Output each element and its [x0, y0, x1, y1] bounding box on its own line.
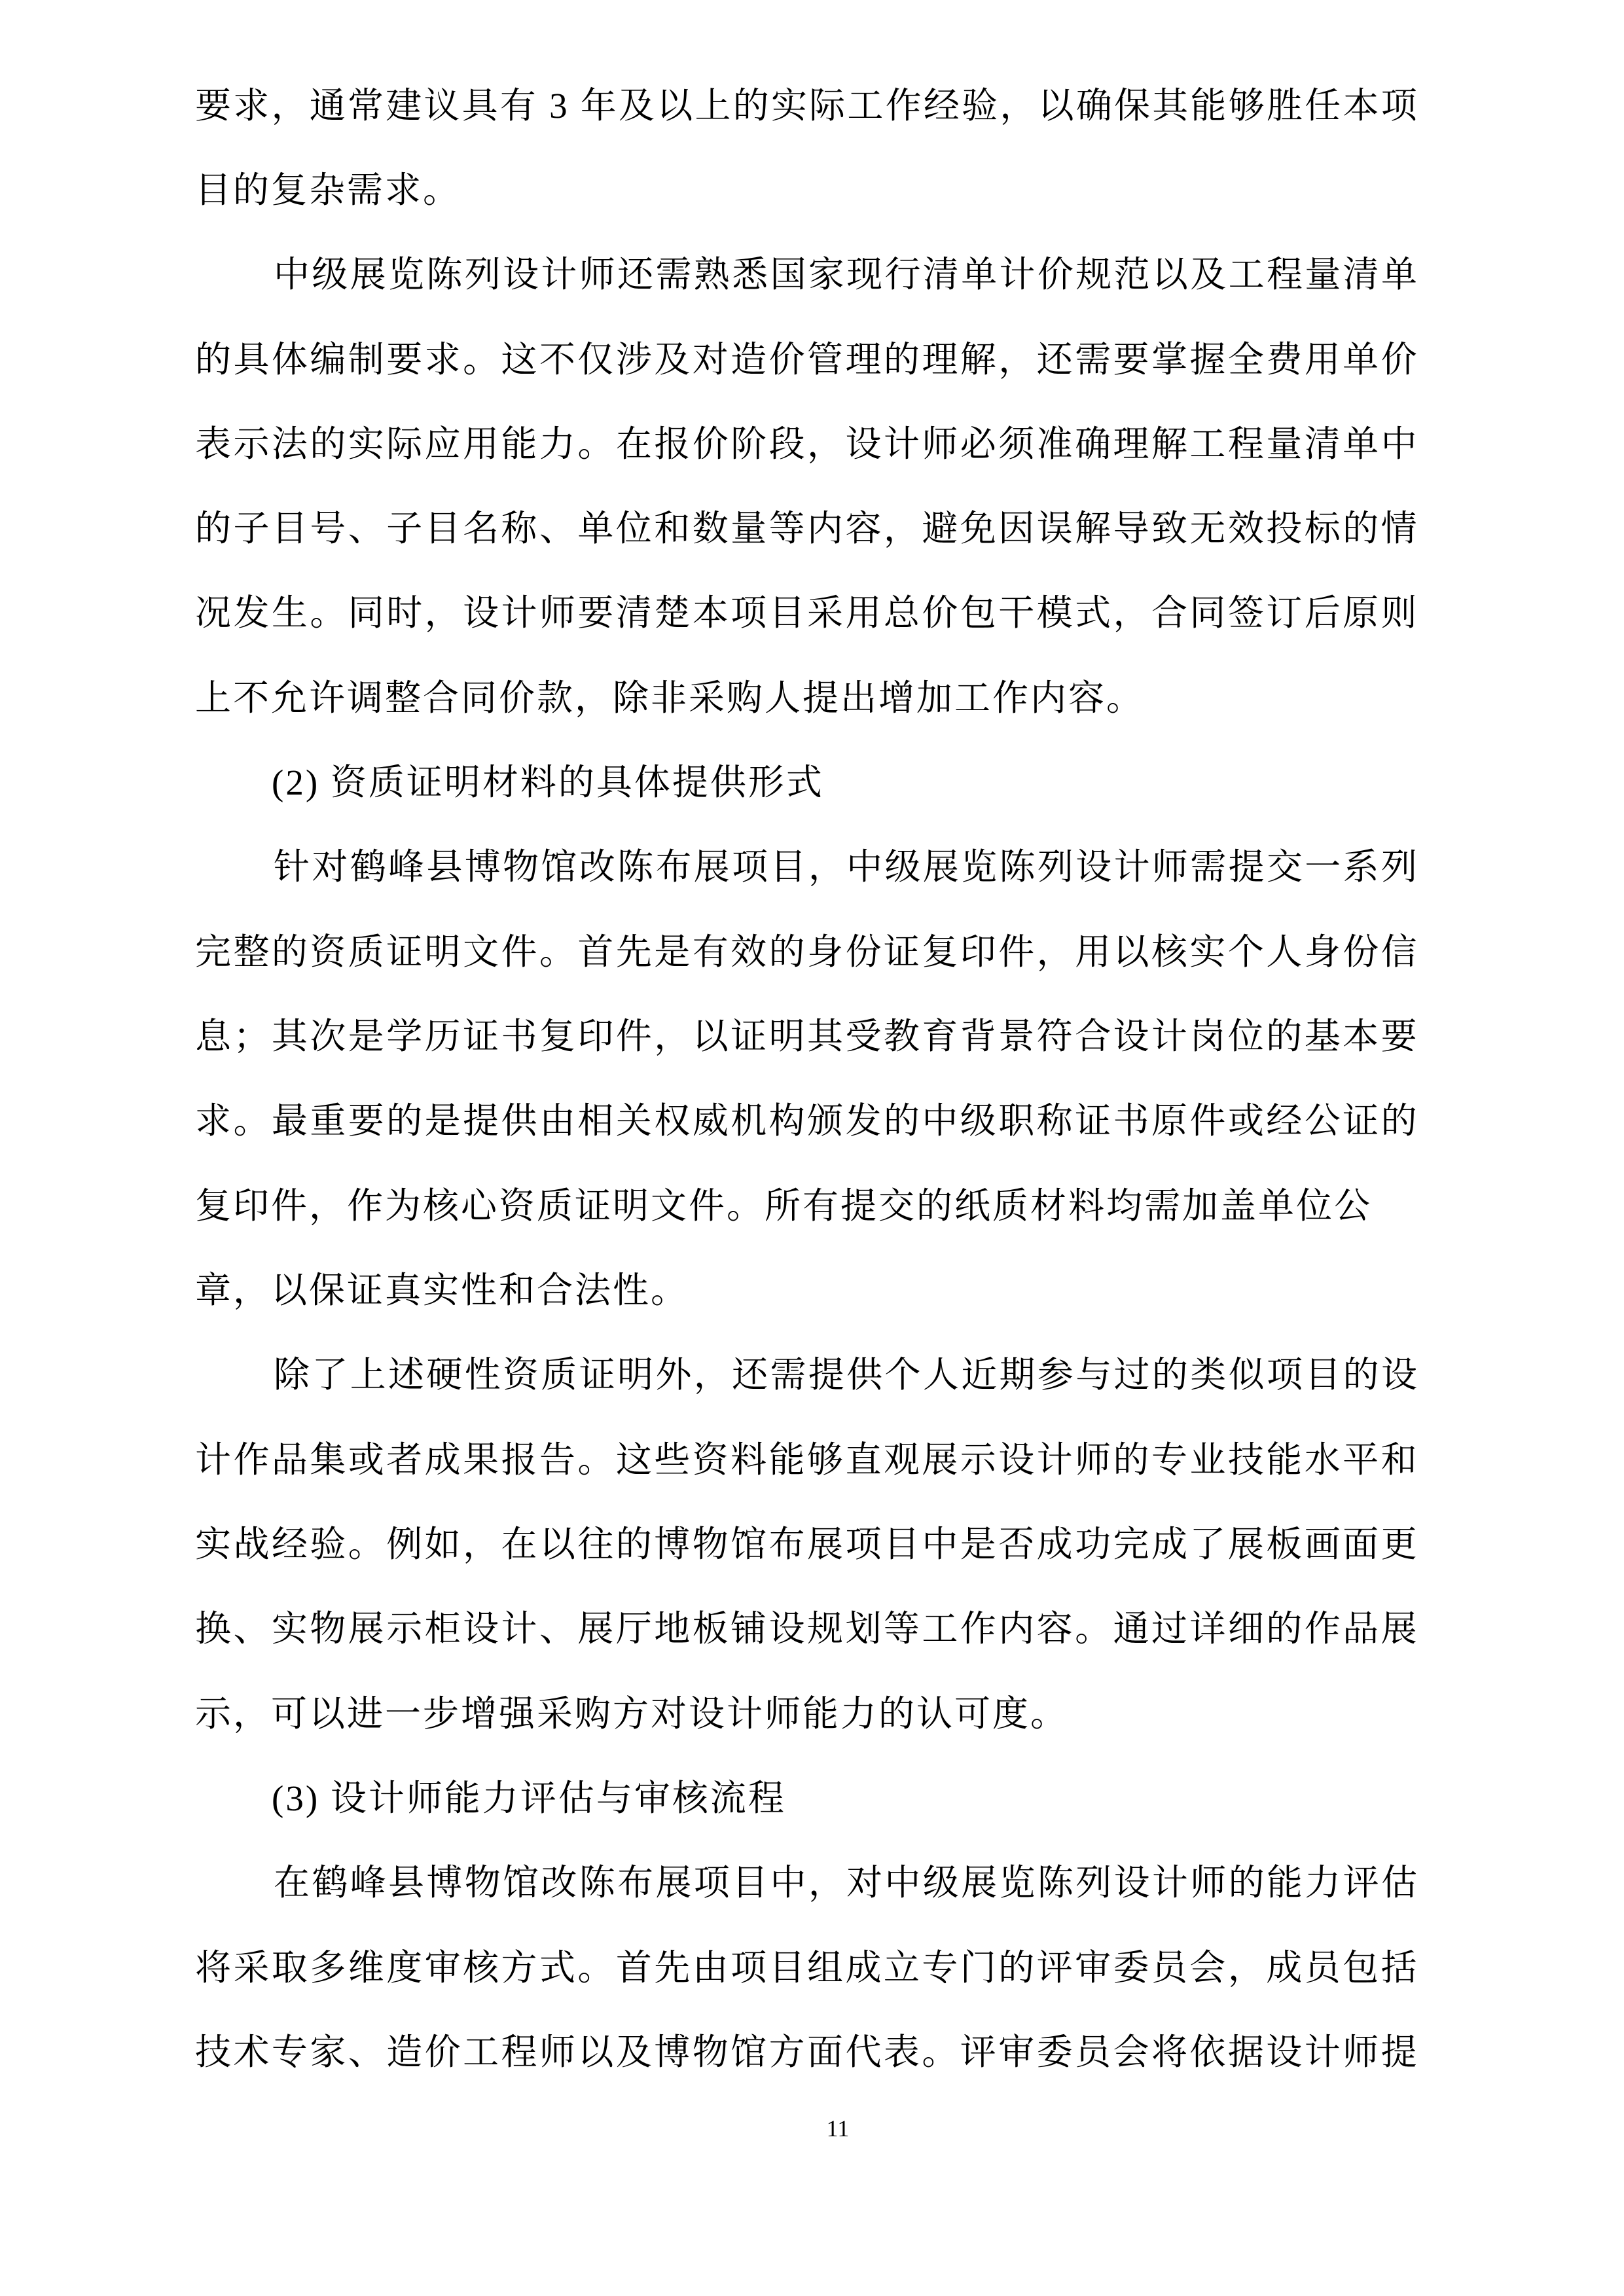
- body-text-line: 的 具 体 编 制 要 求 。 这 不 仅 涉 及 对 造 价 管 理 的 理 解 ， 还 需 要 掌 握 全 费 用 单 价: [195, 340, 1417, 380]
- body-text-line: 的 子 目 号 、 子 目 名 称 、 单 位 和 数 量 等 内 容 ， 避 免 因 误 解 导 致 无 效 投 标 的 情: [195, 509, 1417, 548]
- paragraph-first-line: 除 了 上 述 硬 性 资 质 证 明 外 ， 还 需 提 供 个 人 近 期 参 与 过 的 类 似 项 目 的 设: [274, 1355, 1417, 1395]
- body-text-line: 将 采 取 多 维 度 审 核 方 式 。 首 先 由 项 目 组 成 立 专 门 的 评 审 委 员 会 ， 成 员 包 括: [195, 1948, 1417, 1988]
- body-text-line: 计 作 品 集 或 者 成 果 报 告 。 这 些 资 料 能 够 直 观 展 示 设 计 师 的 专 业 技 能 水 平 和: [195, 1440, 1417, 1480]
- body-text-line: 示，可以进一步增强采购方对设计师能力的认可度。: [195, 1694, 1069, 1734]
- body-text-line: 求 。 最 重 要 的 是 提 供 由 相 关 权 威 机 构 颁 发 的 中 级 职 称 证 书 原 件 或 经 公 证 的: [195, 1101, 1417, 1141]
- body-text-line: 表 示 法 的 实 际 应 用 能 力 。 在 报 价 阶 段 ， 设 计 师 必 须 准 确 理 解 工 程 量 清 单 中: [195, 424, 1417, 464]
- paragraph-first-line: 中 级 展 览 陈 列 设 计 师 还 需 熟 悉 国 家 现 行 清 单 计 价 规 范 以 及 工 程 量 清 单: [274, 255, 1417, 295]
- body-text-line: 况 发 生 。 同 时 ， 设 计 师 要 清 楚 本 项 目 采 用 总 价 包 干 模 式 ， 合 同 签 订 后 原 则: [195, 593, 1417, 633]
- section-heading-3: (3) 设计师能力评估与审核流程: [272, 1778, 786, 1818]
- body-text-line: 复印件，作为核心资质证明文件。所有提交的纸质材料均需加盖单位公: [195, 1186, 1373, 1226]
- page-number: 11: [826, 2115, 850, 2142]
- paragraph-first-line: 在 鹤 峰 县 博 物 馆 改 陈 布 展 项 目 中 ， 对 中 级 展 览 陈 列 设 计 师 的 能 力 评 估: [274, 1863, 1417, 1903]
- body-text-line: 换 、 实 物 展 示 柜 设 计 、 展 厅 地 板 铺 设 规 划 等 工 作 内 容 。 通 过 详 细 的 作 品 展: [195, 1609, 1417, 1649]
- body-text-line: 章，以保证真实性和合法性。: [195, 1270, 689, 1310]
- body-text-line: 目的复杂需求。: [195, 170, 461, 210]
- body-text-line: 要 求 ， 通 常 建 议 具 有 3 年 及 以 上 的 实 际 工 作 经 验 ， 以 确 保 其 能 够 胜 任 本 项: [195, 86, 1417, 126]
- body-text-line: 实 战 经 验 。 例 如 ， 在 以 往 的 博 物 馆 布 展 项 目 中 是 否 成 功 完 成 了 展 板 画 面 更: [195, 1524, 1417, 1564]
- body-text-line: 完 整 的 资 质 证 明 文 件 。 首 先 是 有 效 的 身 份 证 复 印 件 ， 用 以 核 实 个 人 身 份 信: [195, 932, 1417, 972]
- paragraph-first-line: 针 对 鹤 峰 县 博 物 馆 改 陈 布 展 项 目 ， 中 级 展 览 陈 列 设 计 师 需 提 交 一 系 列: [274, 847, 1417, 887]
- body-text-line: 技 术 专 家 、 造 价 工 程 师 以 及 博 物 馆 方 面 代 表 。 评 审 委 员 会 将 依 据 设 计 师 提: [195, 2032, 1417, 2072]
- section-heading-2: (2) 资质证明材料的具体提供形式: [272, 762, 824, 802]
- body-text-line: 上不允许调整合同价款，除非采购人提出增加工作内容。: [195, 678, 1145, 718]
- body-text-line: 息 ； 其 次 是 学 历 证 书 复 印 件 ， 以 证 明 其 受 教 育 背 景 符 合 设 计 岗 位 的 基 本 要: [195, 1016, 1417, 1056]
